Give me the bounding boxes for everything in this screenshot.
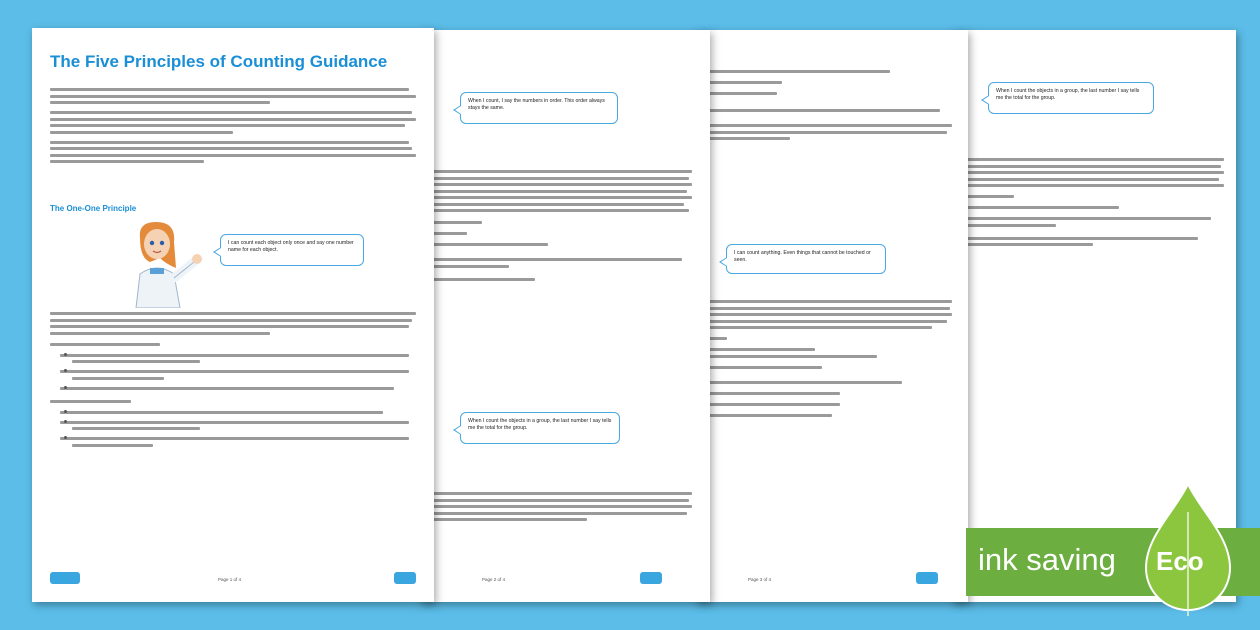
page-number: Page 1 of 4: [218, 577, 242, 582]
eco-label: Eco: [1156, 546, 1204, 576]
footer-badge-icon: [394, 572, 416, 584]
speech-bubble-cardinal-2: When I count the objects in a group, the last number I say tells me the total for the group.: [988, 82, 1154, 114]
principle-paragraphs: [50, 312, 416, 450]
page4-paragraphs: [962, 158, 1224, 250]
document-page-1: [32, 28, 434, 602]
page-title: The Five Principles of Counting Guidance: [50, 52, 388, 71]
twinkl-logo-icon: [50, 572, 80, 584]
page2-lower-paragraphs: [430, 492, 692, 525]
ink-saving-label: ink saving: [978, 542, 1116, 577]
speech-bubble-abstraction: I can count anything. Even things that cannot be touched or seen.: [726, 244, 886, 274]
intro-paragraphs: [50, 88, 416, 167]
speech-bubble-order: When I count, I say the numbers in order. This order always stays the same.: [460, 92, 618, 124]
page3-top-lines: [702, 70, 952, 144]
speech-bubble-one-one: I can count each object only once and say one number name for each object.: [220, 234, 364, 266]
document-page-3: [696, 30, 968, 602]
document-page-2: [420, 30, 710, 602]
speech-bubble-cardinal: When I count the objects in a group, the last number I say tells me the total for the group.: [460, 412, 620, 444]
footer-badge-icon: [916, 572, 938, 584]
scientist-illustration: [110, 218, 220, 308]
page-number: Page 2 of 4: [482, 577, 506, 582]
page2-paragraphs: [430, 170, 692, 284]
footer-badge-icon: [640, 572, 662, 584]
page-number: Page 3 of 4: [748, 577, 772, 582]
page3-paragraphs: [702, 300, 952, 420]
section-heading-one-one: The One-One Principle: [50, 204, 137, 213]
